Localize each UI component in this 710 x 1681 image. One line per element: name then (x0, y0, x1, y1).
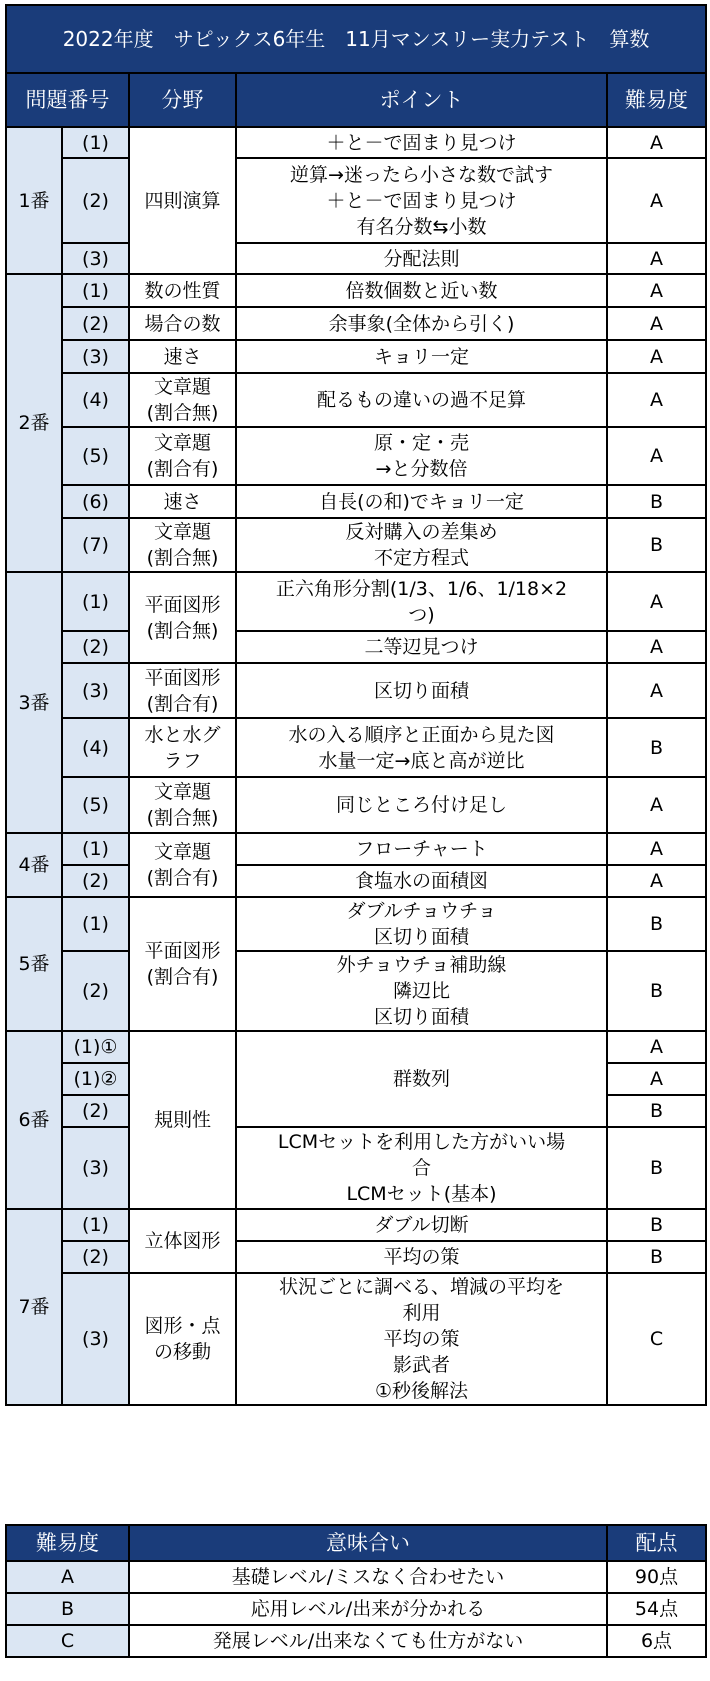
legend-row (6, 1593, 706, 1625)
text-line: LCMセット(基本) (346, 1183, 497, 1205)
table-row (6, 427, 706, 485)
legend-score-cell: 54点 (607, 1593, 706, 1625)
sub-question-cell: (4) (62, 373, 129, 427)
table-row (6, 572, 706, 631)
table-row (6, 485, 706, 518)
sub-question-cell: (1) (62, 274, 129, 307)
sub-question-cell: (2) (62, 158, 129, 243)
text-line: 速さ (163, 490, 202, 513)
text-line: 平均の策 (383, 1328, 460, 1350)
table-row (6, 307, 706, 340)
point-cell (236, 1241, 607, 1273)
difficulty-cell: A (607, 274, 706, 307)
field-cell (129, 340, 236, 373)
text-line: 余事象(全体から引く) (328, 312, 515, 335)
text-line: 分配法則 (383, 247, 460, 270)
question-number-cell: 5番 (6, 897, 62, 1031)
difficulty-cell: B (607, 1127, 706, 1209)
text-line: ＋と－で固まり見つけ (326, 131, 517, 154)
title-row (6, 5, 706, 73)
table-row (6, 718, 706, 777)
text-line: 隣辺比 (392, 980, 450, 1002)
text-line: フローチャート (355, 838, 488, 860)
text-line: 倍数個数と近い数 (345, 279, 498, 302)
legend-row (6, 1561, 706, 1593)
question-number-cell: 2番 (6, 274, 62, 572)
field-cell (129, 307, 236, 340)
text-line: ①秒後解法 (374, 1380, 469, 1402)
table-row (6, 340, 706, 373)
text-line: 群数列 (392, 1068, 450, 1090)
sub-question-cell: (3) (62, 663, 129, 718)
difficulty-cell: A (607, 865, 706, 897)
point-cell (236, 865, 607, 897)
field-cell (129, 1031, 236, 1209)
text-line: 外チョウチョ補助線 (336, 954, 507, 976)
question-number-cell: 4番 (6, 833, 62, 897)
point-cell (236, 663, 607, 718)
text-line: ラフ (163, 749, 202, 772)
text-line: 利用 (402, 1302, 441, 1324)
header-difficulty: 難易度 (607, 73, 706, 127)
legend-meaning-cell: 応用レベル/出来が分かれる (129, 1593, 607, 1625)
sub-question-cell: (1)① (62, 1031, 129, 1063)
field-cell (129, 485, 236, 518)
point-cell (236, 485, 607, 518)
legend-table (5, 1524, 707, 1658)
point-cell (236, 1209, 607, 1241)
text-line: 場合の数 (144, 312, 221, 335)
text-line: 配るもの違いの過不足算 (316, 389, 526, 411)
sub-question-cell: (7) (62, 518, 129, 572)
point-cell (236, 631, 607, 663)
point-cell (236, 833, 607, 865)
text-line: 影武者 (392, 1354, 450, 1376)
table-row (6, 274, 706, 307)
difficulty-cell: A (607, 1031, 706, 1063)
sub-question-cell: (2) (62, 865, 129, 897)
difficulty-cell: A (607, 663, 706, 718)
difficulty-cell: A (607, 572, 706, 631)
text-line: 平面図形 (144, 593, 221, 616)
point-cell (236, 518, 607, 572)
legend-header-row (6, 1525, 706, 1561)
text-line: 有名分数⇆小数 (356, 215, 487, 238)
text-line: (割合無) (146, 547, 219, 569)
text-line: 四則演算 (144, 189, 221, 212)
field-cell (129, 833, 236, 897)
sub-question-cell: (6) (62, 485, 129, 518)
text-line: 数の性質 (144, 279, 221, 302)
table-row (6, 663, 706, 718)
legend-header-difficulty: 難易度 (6, 1525, 129, 1561)
sub-question-cell: (2) (62, 1241, 129, 1273)
text-line: ダブル切断 (374, 1214, 469, 1236)
field-cell (129, 777, 236, 833)
header-field: 分野 (129, 73, 236, 127)
sub-question-cell: (2) (62, 1095, 129, 1127)
legend-meaning-cell: 発展レベル/出来なくても仕方がない (129, 1625, 607, 1657)
point-cell (236, 718, 607, 777)
difficulty-cell: A (607, 158, 706, 243)
text-line: 区切り面積 (373, 1006, 469, 1028)
table-row (6, 373, 706, 427)
field-cell (129, 518, 236, 572)
text-line: 二等辺見つけ (364, 636, 479, 658)
point-cell (236, 1273, 607, 1405)
point-cell (236, 572, 607, 631)
sub-question-cell: (2) (62, 631, 129, 663)
text-line: (割合無) (146, 619, 219, 642)
table-row (6, 158, 706, 243)
sub-question-cell: (3) (62, 1273, 129, 1405)
difficulty-cell: B (607, 1209, 706, 1241)
difficulty-cell: A (607, 307, 706, 340)
text-line: 不定方程式 (373, 547, 469, 569)
text-line: ダブルチョウチョ (346, 900, 497, 922)
results-table (5, 4, 707, 1406)
point-cell (236, 777, 607, 833)
text-line: 規則性 (153, 1109, 211, 1131)
difficulty-cell: A (607, 127, 706, 158)
difficulty-cell: B (607, 485, 706, 518)
text-line: 原・定・売 (373, 432, 469, 454)
text-line: 速さ (163, 345, 202, 368)
table-row (6, 1273, 706, 1405)
field-cell (129, 373, 236, 427)
legend-header-meaning: 意味合い (129, 1525, 607, 1561)
field-cell (129, 1273, 236, 1405)
point-cell (236, 427, 607, 485)
sub-question-cell: (1) (62, 1209, 129, 1241)
text-line: (割合無) (146, 402, 219, 424)
difficulty-cell: A (607, 833, 706, 865)
table-row (6, 518, 706, 572)
difficulty-cell: B (607, 1241, 706, 1273)
difficulty-cell: A (607, 340, 706, 373)
text-line: 平面図形 (144, 666, 221, 689)
point-cell (236, 1031, 607, 1127)
text-line: 食塩水の面積図 (354, 870, 488, 892)
legend-meaning-cell: 基礎レベル/ミスなく合わせたい (129, 1561, 607, 1593)
difficulty-cell: A (607, 243, 706, 274)
difficulty-cell: A (607, 373, 706, 427)
sub-question-cell: (3) (62, 340, 129, 373)
difficulty-cell: B (607, 718, 706, 777)
text-line: (割合有) (146, 692, 219, 715)
text-line: 図形・点 (144, 1315, 221, 1337)
point-cell (236, 307, 607, 340)
text-line: 文章題 (153, 841, 211, 863)
sub-question-cell: (1) (62, 572, 129, 631)
table-row (6, 1209, 706, 1241)
text-line: 立体図形 (144, 1230, 221, 1252)
legend-header-score: 配点 (607, 1525, 706, 1561)
sub-question-cell: (3) (62, 243, 129, 274)
field-cell (129, 1209, 236, 1273)
difficulty-cell: C (607, 1273, 706, 1405)
text-line: →と分数倍 (375, 458, 468, 480)
point-cell (236, 274, 607, 307)
table-row (6, 897, 706, 951)
text-line: ＋と－で固まり見つけ (326, 189, 517, 212)
question-number-cell: 1番 (6, 127, 62, 274)
text-line: 区切り面積 (373, 679, 469, 702)
sub-question-cell: (3) (62, 1127, 129, 1209)
text-line: 合 (411, 1157, 431, 1179)
point-cell (236, 1127, 607, 1209)
text-line: 文章題 (153, 376, 211, 398)
difficulty-cell: A (607, 1063, 706, 1095)
point-cell (236, 951, 607, 1031)
difficulty-cell: A (607, 427, 706, 485)
text-line: (割合有) (146, 867, 219, 889)
sub-question-cell: (2) (62, 307, 129, 340)
text-line: 水量一定→底と高が逆比 (318, 749, 525, 772)
table-row (6, 1031, 706, 1063)
text-line: 文章題 (153, 432, 211, 454)
sub-question-cell: (5) (62, 427, 129, 485)
text-line: 平均の策 (383, 1246, 460, 1268)
text-line: (割合有) (146, 458, 219, 480)
point-cell (236, 243, 607, 274)
point-cell (236, 127, 607, 158)
field-cell (129, 718, 236, 777)
text-line: 反対購入の差集め (345, 521, 498, 543)
sub-question-cell: (1) (62, 833, 129, 865)
field-cell (129, 274, 236, 307)
text-line: 文章題 (153, 781, 211, 803)
point-cell (236, 340, 607, 373)
text-line: 正六角形分割(1/3、1/6、1/18×2 (275, 577, 568, 600)
field-cell (129, 897, 236, 1031)
point-cell (236, 373, 607, 427)
sub-question-cell: (5) (62, 777, 129, 833)
table-row (6, 631, 706, 663)
difficulty-cell: B (607, 518, 706, 572)
header-point: ポイント (236, 73, 607, 127)
sub-question-cell: (1) (62, 897, 129, 951)
table-row (6, 243, 706, 274)
text-line: 自長(の和)でキョリ一定 (319, 490, 524, 513)
table-row (6, 127, 706, 158)
field-cell (129, 427, 236, 485)
table-row (6, 951, 706, 1031)
sub-question-cell: (1)② (62, 1063, 129, 1095)
table-row (6, 833, 706, 865)
difficulty-cell: B (607, 951, 706, 1031)
difficulty-cell: B (607, 897, 706, 951)
field-cell (129, 572, 236, 663)
text-line: (割合無) (146, 807, 219, 829)
question-number-cell: 3番 (6, 572, 62, 833)
field-cell (129, 127, 236, 274)
question-number-cell: 7番 (6, 1209, 62, 1405)
text-line: 区切り面積 (373, 926, 469, 948)
sub-question-cell: (2) (62, 951, 129, 1031)
point-cell (236, 897, 607, 951)
legend-difficulty-cell: B (6, 1593, 129, 1625)
table-row (6, 865, 706, 897)
legend-score-cell: 90点 (607, 1561, 706, 1593)
text-line: (割合有) (146, 966, 219, 988)
legend-row (6, 1625, 706, 1657)
text-line: 水の入る順序と正面から見た図 (288, 723, 555, 746)
text-line: キョリ一定 (373, 345, 469, 368)
sub-question-cell: (1) (62, 127, 129, 158)
point-cell (236, 158, 607, 243)
text-line: 状況ごとに調べる、増減の平均を (278, 1276, 564, 1298)
legend-difficulty-cell: A (6, 1561, 129, 1593)
text-line: 文章題 (153, 521, 211, 543)
text-line: 同じところ付け足し (335, 794, 507, 816)
legend-difficulty-cell: C (6, 1625, 129, 1657)
page-title: 2022年度 サピックス6年生 11月マンスリー実力テスト 算数 (6, 5, 706, 73)
field-cell (129, 663, 236, 718)
text-line: LCMセットを利用した方がいい場 (277, 1131, 566, 1153)
table-row (6, 777, 706, 833)
text-line: 平面図形 (144, 940, 221, 962)
text-line: の移動 (153, 1341, 211, 1363)
table-row (6, 1127, 706, 1209)
table-row (6, 1241, 706, 1273)
text-line: つ) (408, 603, 435, 626)
sub-question-cell: (4) (62, 718, 129, 777)
header-row (6, 73, 706, 127)
difficulty-cell: B (607, 1095, 706, 1127)
text-line: 水と水グ (144, 723, 221, 746)
legend-score-cell: 6点 (607, 1625, 706, 1657)
text-line: 逆算→迷ったら小さな数で試す (290, 163, 553, 186)
header-question-number: 問題番号 (6, 73, 129, 127)
difficulty-cell: A (607, 631, 706, 663)
question-number-cell: 6番 (6, 1031, 62, 1209)
difficulty-cell: A (607, 777, 706, 833)
